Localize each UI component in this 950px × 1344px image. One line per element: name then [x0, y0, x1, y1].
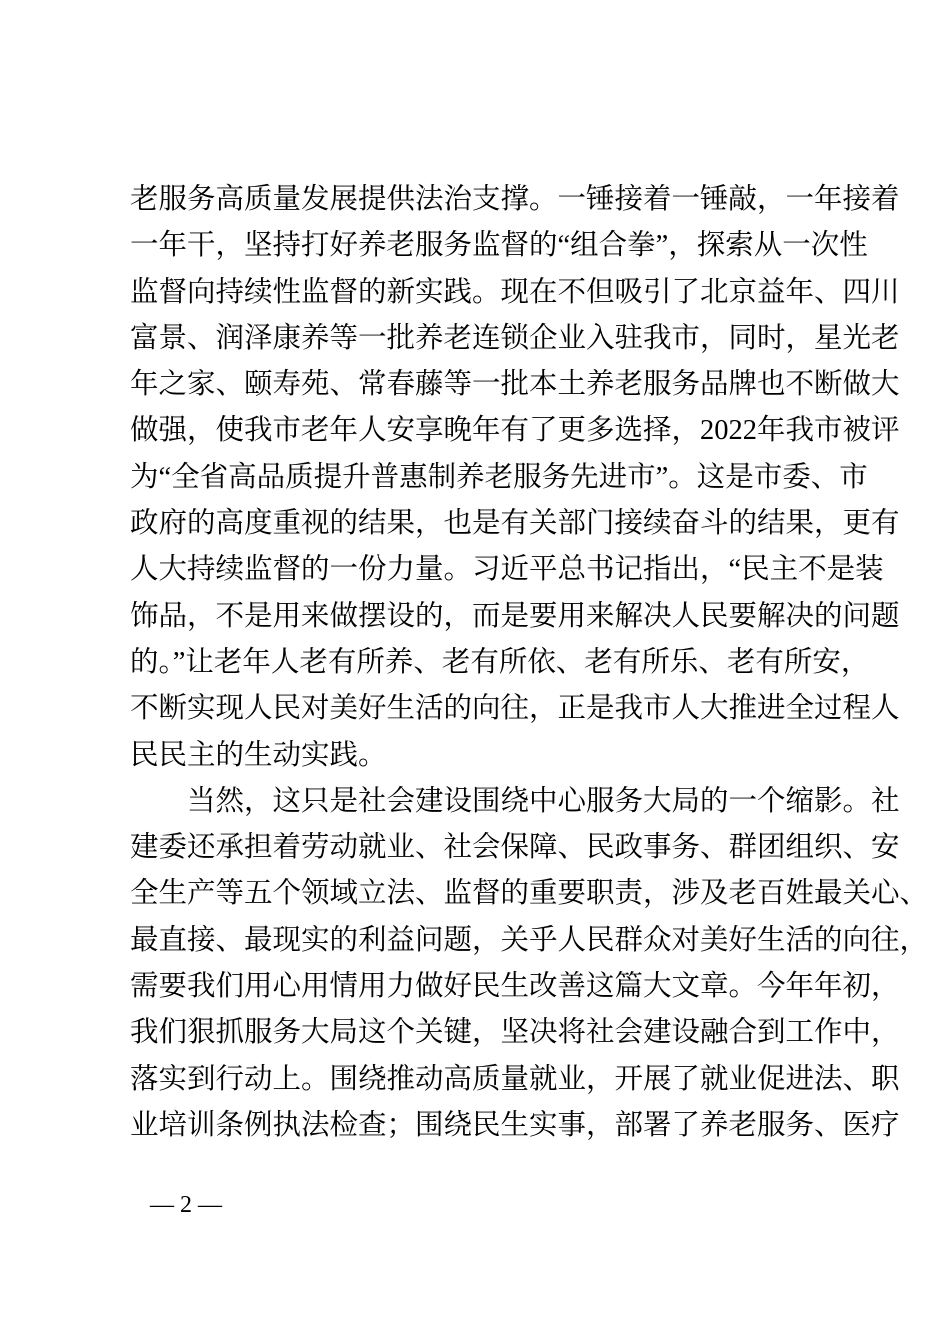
text-line: 年之家、颐寿苑、常春藤等一批本土养老服务品牌也不断做大 — [130, 369, 900, 401]
text-line: 最直接、最现实的利益问题，关乎人民群众对美好生活的向往， — [130, 924, 929, 956]
text-line: 业培训条例执法检查；围绕民生实事，部署了养老服务、医疗 — [130, 1109, 900, 1141]
text-line: 不断实现人民对美好生活的向往，正是我市人大推进全过程人 — [130, 693, 900, 725]
page-number: — 2 — — [150, 1192, 222, 1218]
text-line: 政府的高度重视的结果，也是有关部门接续奋斗的结果，更有 — [130, 508, 900, 540]
text-line: 我们狠抓服务大局这个关键，坚决将社会建设融合到工作中， — [130, 1017, 900, 1049]
text-line: 做强，使我市老年人安享晚年有了更多选择，2022年我市被评 — [130, 415, 900, 447]
text-line: 全生产等五个领域立法、监督的重要职责，涉及老百姓最关心、 — [130, 878, 929, 910]
text-line: 老服务高质量发展提供法治支撑。一锤接着一锤敲，一年接着 — [130, 184, 900, 215]
document-body — [130, 177, 929, 1149]
text-line: 富景、润泽康养等一批养老连锁企业入驻我市，同时，星光老 — [130, 322, 900, 354]
text-line: 监督向持续性监督的新实践。现在不但吸引了北京益年、四川 — [130, 276, 900, 308]
text-line: 建委还承担着劳动就业、社会保障、民政事务、群团组织、安 — [130, 832, 900, 864]
text-line: 需要我们用心用情用力做好民生改善这篇大文章。今年年初， — [130, 971, 900, 1003]
text-line: 民民主的生动实践。 — [130, 739, 387, 771]
text-line: 的。”让老年人老有所养、老有所依、老有所乐、老有所安， — [130, 646, 870, 678]
text-line: 人大持续监督的一份力量。习近平总书记指出，“民主不是装 — [130, 554, 884, 586]
paragraph — [130, 177, 900, 779]
text-line: 为“全省高品质提升普惠制养老服务先进市”。这是市委、市 — [130, 461, 868, 493]
text-line: 饰品，不是用来做摆设的，而是要用来解决人民要解决的问题 — [130, 600, 900, 632]
paragraph — [130, 779, 929, 1149]
text-line: 落实到行动上。围绕推动高质量就业，开展了就业促进法、职 — [130, 1063, 900, 1095]
text-line: 一年干，坚持打好养老服务监督的“组合拳”，探索从一次性 — [130, 230, 868, 262]
text-line: 当然，这只是社会建设围绕中心服务大局的一个缩影。社 — [187, 785, 900, 817]
